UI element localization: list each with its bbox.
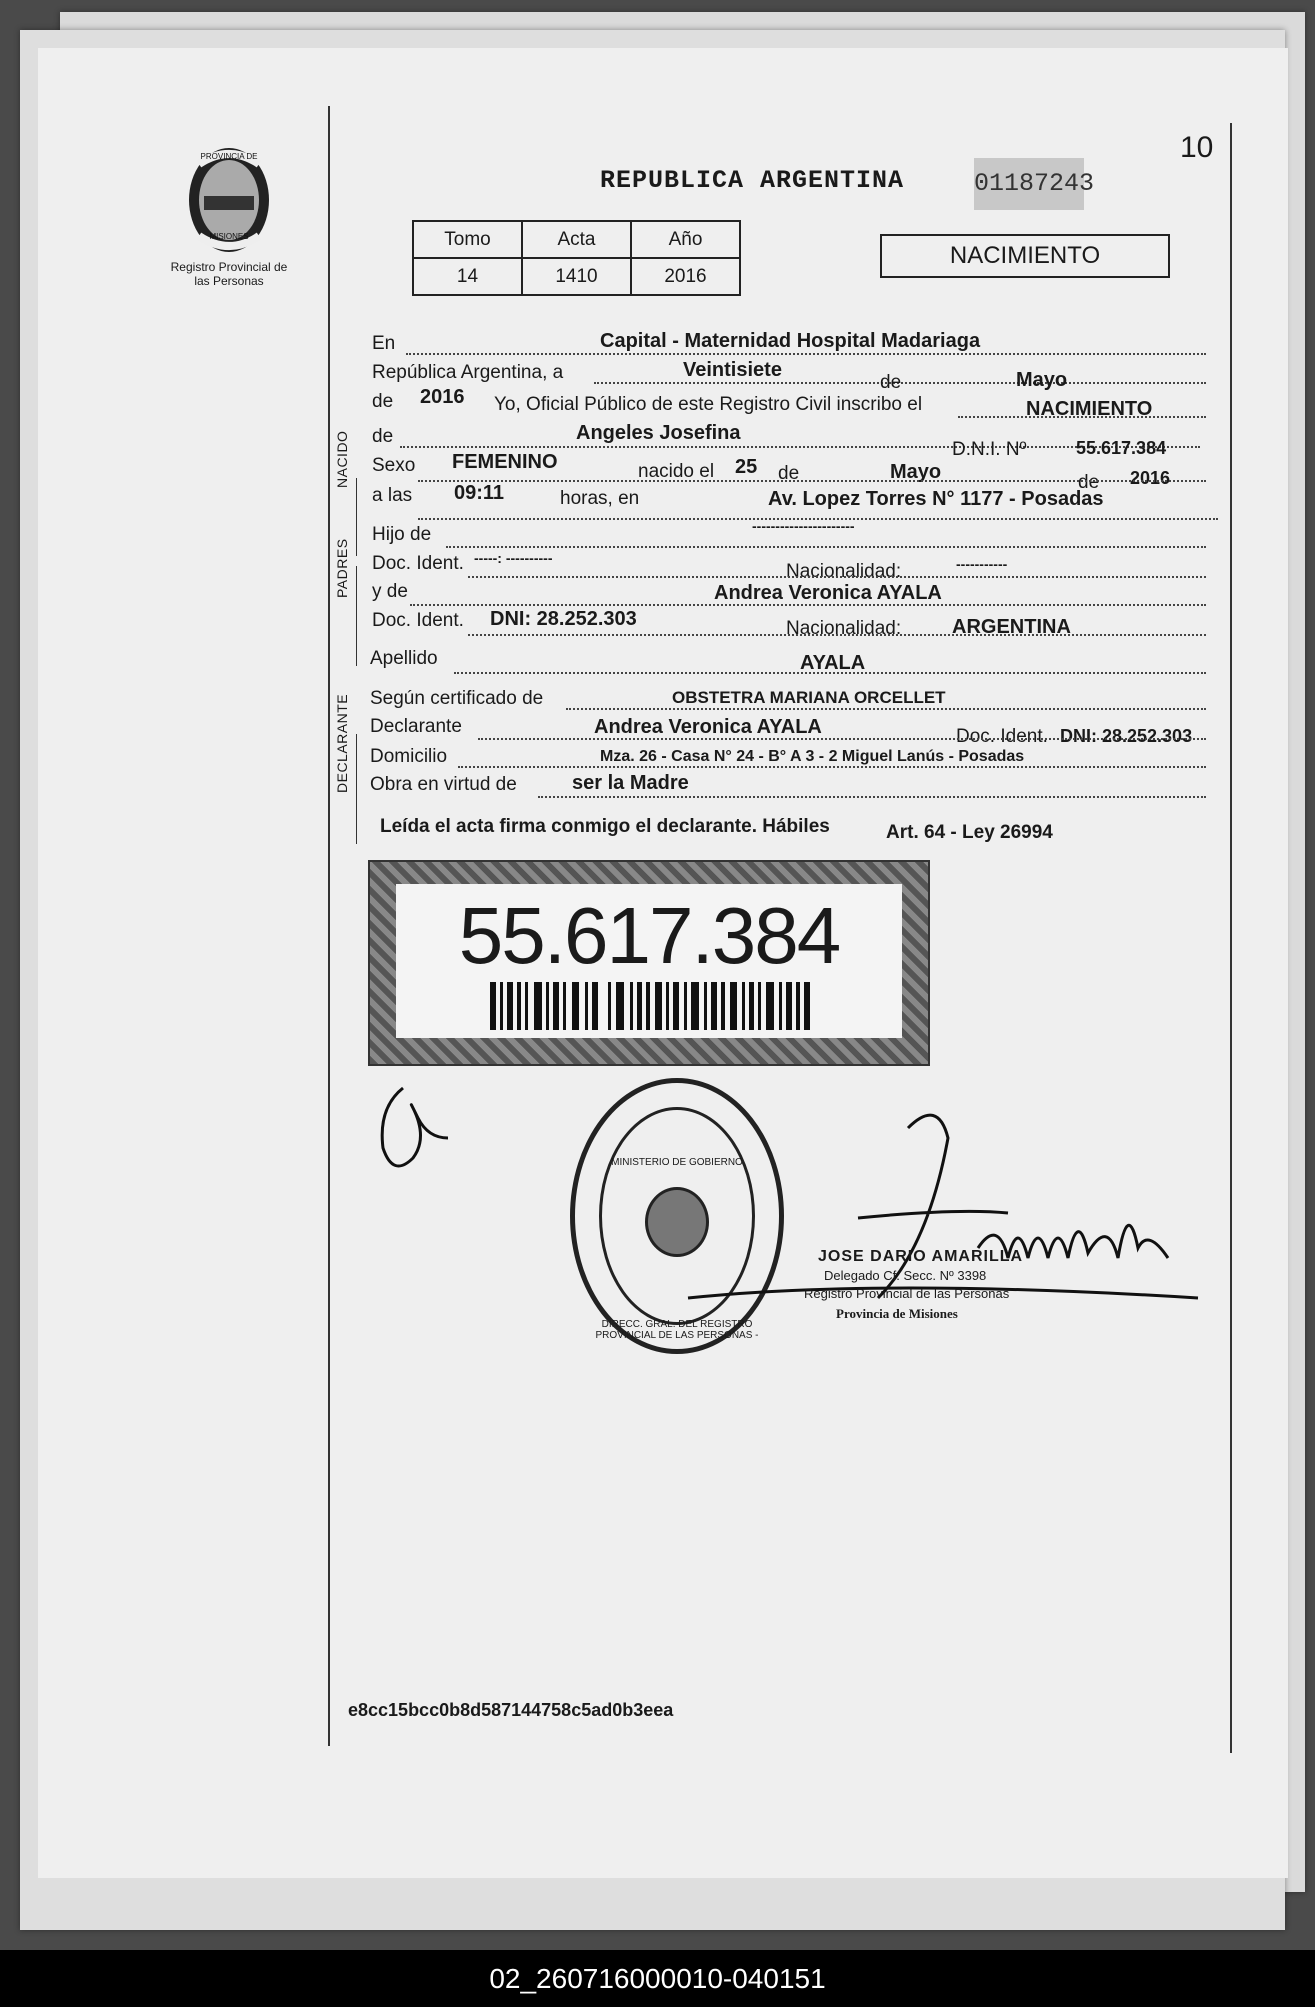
label-a-las: a las xyxy=(372,485,413,506)
mother-doc-value: DNI: 28.252.303 xyxy=(490,608,637,630)
dni-value: 55.617.384 xyxy=(1076,438,1167,458)
label-sexo: Sexo xyxy=(372,455,416,476)
label-de-month: de xyxy=(778,463,800,484)
act-type-box: NACIMIENTO xyxy=(880,234,1170,278)
logo-lettering-bottom: MISIONES xyxy=(209,232,249,241)
certificate-page xyxy=(38,48,1288,1878)
dotted-line xyxy=(566,708,1206,710)
anio-value: 2016 xyxy=(631,258,740,295)
label-nacido-el: nacido el xyxy=(638,461,715,482)
law-reference: Art. 64 - Ley 26994 xyxy=(886,822,1053,843)
label-republica: República Argentina, a xyxy=(372,362,564,383)
registrar-office: Registro Provincial de las Personas xyxy=(804,1286,1010,1301)
serial-number: 01187243 xyxy=(974,158,1084,210)
label-horas-en: horas, en xyxy=(560,488,640,509)
address-value: Mza. 26 - Casa N° 24 - B° A 3 - 2 Miguel Lanús - Posadas xyxy=(600,748,1025,765)
registry-logo-text: Registro Provincial de las Personas xyxy=(170,260,288,288)
registrar-role: Delegado Cf. Secc. Nº 3398 xyxy=(824,1268,987,1283)
stamp-inner-text: MINISTERIO DE GOBIERNO xyxy=(611,1157,743,1168)
dotted-line xyxy=(454,672,1206,674)
label-en: En xyxy=(372,333,396,354)
act-value: NACIMIENTO xyxy=(1026,398,1153,420)
logo-lettering-top: PROVINCIA DE xyxy=(200,152,258,161)
left-margin-rule xyxy=(328,106,330,1746)
mother-nationality-value: ARGENTINA xyxy=(952,616,1071,638)
surname-value: AYALA xyxy=(800,652,866,674)
barcode-label xyxy=(368,860,930,1066)
birth-year-value: 2016 xyxy=(1130,468,1171,488)
label-nacionalidad2: Nacionalidad: xyxy=(786,618,902,639)
label-segun-certificado: Según certificado de xyxy=(370,688,544,709)
place-value: Capital - Maternidad Hospital Madariaga xyxy=(600,330,981,352)
label-y-de: y de xyxy=(372,581,408,602)
label-obra-en-virtud: Obra en virtud de xyxy=(370,774,517,795)
dotted-line xyxy=(458,766,1206,768)
dotted-line xyxy=(418,480,1206,482)
registrar-signature xyxy=(678,1098,1218,1318)
label-declarante: Declarante xyxy=(370,716,462,737)
section-rule xyxy=(356,734,357,844)
side-label-padres: PADRES xyxy=(334,538,350,598)
label-de: de xyxy=(880,372,902,393)
birth-place-value: Av. Lopez Torres N° 1177 - Posadas xyxy=(768,488,1104,510)
stamp-ring-text: DIRECC. GRAL. DEL REGISTRO PROVINCIAL DE LAS PERSONAS - xyxy=(595,1319,759,1341)
father-value: ---------------------- xyxy=(752,518,855,534)
registrar-name: JOSE DARIO AMARILLA xyxy=(818,1248,1024,1265)
section-rule xyxy=(356,566,357,666)
barcode-bars xyxy=(490,982,820,1030)
father-nationality-value: ----------- xyxy=(956,556,1008,572)
label-nacionalidad: Nacionalidad: xyxy=(786,561,902,582)
label-domicilio: Domicilio xyxy=(370,746,448,767)
right-margin-rule xyxy=(1230,123,1232,1753)
birth-month-value: Mayo xyxy=(890,461,942,483)
acta-value: 1410 xyxy=(522,258,631,295)
registrar-province: Provincia de Misiones xyxy=(836,1306,958,1321)
label-de-name: de xyxy=(372,426,394,447)
tomo-header: Tomo xyxy=(413,221,522,258)
label-de-year: de xyxy=(372,391,394,412)
hour-value: 09:11 xyxy=(454,482,505,504)
day-value: Veintisiete xyxy=(683,359,782,381)
dotted-line xyxy=(468,576,1206,578)
mother-value: Andrea Veronica AYALA xyxy=(714,582,942,604)
acta-header: Acta xyxy=(522,221,631,258)
dotted-line xyxy=(468,634,1206,636)
tomo-acta-table xyxy=(412,220,741,296)
year-value: 2016 xyxy=(420,386,465,408)
dotted-line xyxy=(406,353,1206,355)
label-doc-ident2: Doc. Ident. xyxy=(372,610,464,631)
declarant-doc-value: DNI: 28.252.303 xyxy=(1060,726,1193,746)
label-hijo-de: Hijo de xyxy=(372,524,432,545)
barcode-inner xyxy=(396,884,902,1038)
initials-signature xyxy=(373,1078,453,1178)
scan-id-footer: 02_260716000010-040151 xyxy=(0,1950,1315,2007)
country-title: REPUBLICA ARGENTINA xyxy=(600,166,905,195)
barcode-number: 55.617.384 xyxy=(458,891,840,980)
label-yo-oficial: Yo, Oficial Público de este Registro Civil inscribo el xyxy=(494,394,923,415)
section-rule xyxy=(356,478,357,556)
certificate-value: OBSTETRA MARIANA ORCELLET xyxy=(672,688,946,707)
closing-statement: Leída el acta firma conmigo el declarante. Hábiles xyxy=(380,816,830,837)
document-hash: e8cc15bcc0b8d587144758c5ad0b3eea xyxy=(348,1700,674,1720)
side-label-declarante: DECLARANTE xyxy=(334,693,350,793)
side-label-nacido: NACIDO xyxy=(334,430,350,488)
label-apellido: Apellido xyxy=(370,648,438,669)
page-number: 10 xyxy=(1180,131,1214,164)
dotted-line xyxy=(538,796,1206,798)
label-doc-ident3: Doc. Ident. xyxy=(956,726,1048,747)
label-dni: D.N.I. Nº xyxy=(952,439,1027,460)
dotted-line xyxy=(478,738,1206,740)
tomo-value: 14 xyxy=(413,258,522,295)
dotted-line xyxy=(410,604,1206,606)
birth-day-value: 25 xyxy=(735,456,758,478)
name-value: Angeles Josefina xyxy=(576,422,741,444)
declarant-value: Andrea Veronica AYALA xyxy=(594,716,822,738)
father-doc-value: -----: ---------- xyxy=(474,550,553,566)
month-value: Mayo xyxy=(1016,369,1068,391)
label-de-year2: de xyxy=(1078,472,1100,493)
virtue-value: ser la Madre xyxy=(572,772,689,794)
dotted-line xyxy=(446,546,1206,548)
sex-value: FEMENINO xyxy=(452,451,558,473)
label-doc-ident: Doc. Ident. xyxy=(372,553,464,574)
anio-header: Año xyxy=(631,221,740,258)
